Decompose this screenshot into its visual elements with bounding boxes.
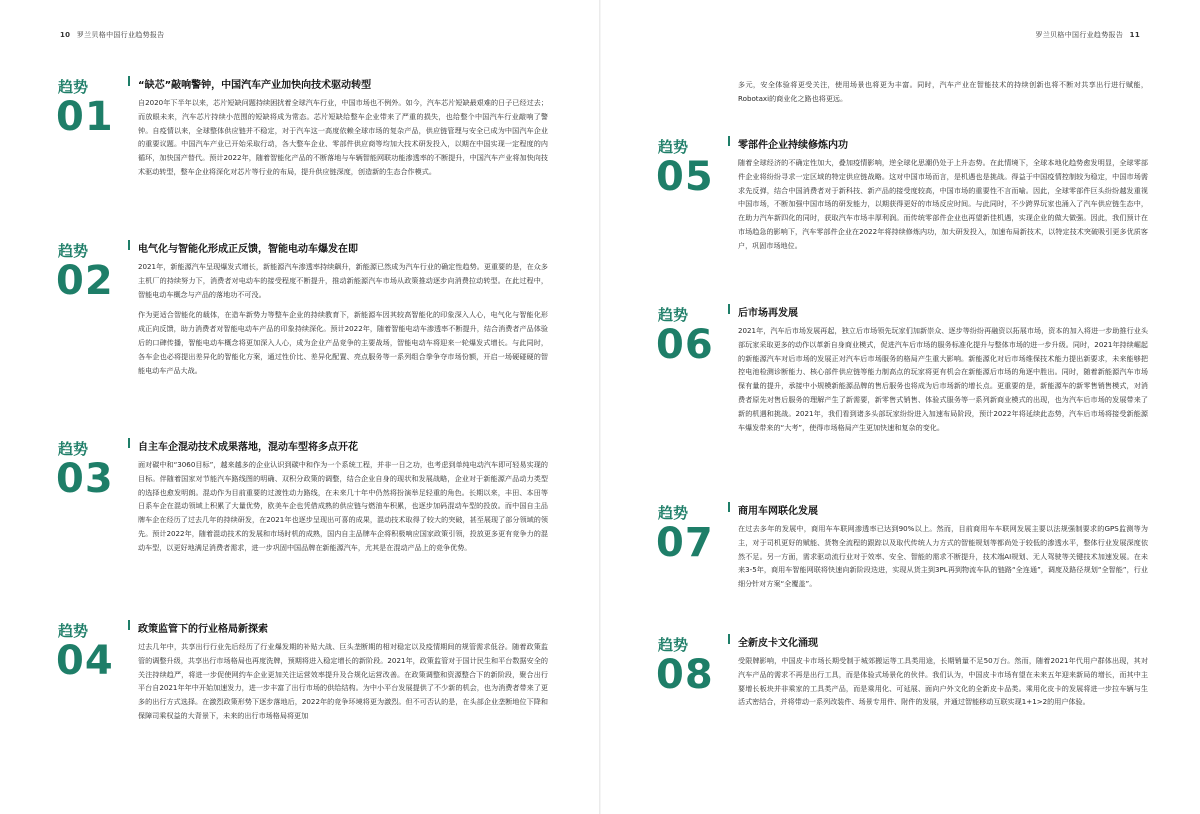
trend-title: 后市场再发展 (738, 308, 798, 319)
trend-body (138, 260, 548, 384)
trend-number: 05 (656, 154, 714, 200)
trend-body (138, 640, 548, 730)
trend-number: 07 (656, 520, 714, 566)
trend-tag: 趋势 (658, 306, 689, 324)
trend-tag: 趋势 (658, 636, 689, 654)
title-accent-bar (128, 240, 130, 250)
right-page-number: 11 (1129, 31, 1140, 39)
left-header-title: 罗兰贝格中国行业趋势报告 (76, 31, 165, 39)
trend-paragraph: 2021年，新能源汽车呈现爆发式增长，新能源汽车渗透率持续飙升，新能源已然成为汽车行业的确定性趋势。更重要的是，在众多主机厂的持续努力下，消费者对电动车的接受程度不断提升，推动新能源汽车市场从政策推动逐步向消费拉动转型。在此过程中，智能电动车概念与产品的落地功不可没。 (138, 262, 548, 299)
trend-title: 商用车网联化发展 (738, 506, 818, 517)
title-accent-bar (728, 502, 730, 512)
trend-body (738, 522, 1148, 598)
trend-tag: 趋势 (58, 78, 89, 96)
trend-tag: 趋势 (658, 504, 689, 522)
trend-paragraph: 面对碳中和“3060目标”，越来越多的企业认识到碳中和作为一个系统工程，并非一日之功，也考虑到单纯电动汽车即可轻易实现的目标。伴随着国家对节能汽车路线图的明确、双积分政策的调整，结合企业自身的现状和发展战略，企业对于新能源产品动力类型的选择也愈发明朗。混动作为目前重要的过渡性动力路线，在未来几十年中仍然将扮演举足轻重的角色。长期以来，丰田、本田等日系车企在混动领域上积累了大量优势，欧美车企也凭借成熟的供应链与燃油车积累，也逐步加码混动车型的投放。而中国自主品牌车企在经历了过去几年的持续研发，在2021年也逐步呈现出可喜的成果，混动技术取得了较大的突破，甚至展现了部分领域的领先。预计2022年，随着混动技术的发展和市场时机的成熟，国内自主品牌车企将积极响应国家政策引领，投放更多更有竞争力的混动车型，以更好地满足消费者需求，进一步巩固中国品牌在新能源汽车，尤其是在混动产品上的竞争优势。 (138, 460, 548, 552)
trend-tag: 趋势 (58, 440, 89, 458)
trend-paragraph: 作为更适合智能化的载体，在造车新势力等整车企业的持续教育下，新能源车因其较高智能化的印象深入人心，电气化与智能化形成正向反馈，助力消费者对智能电动车产品的印象持续深化。预计2022年，随着智能电动车渗透率不断提升，结合消费者产品体验后的口碑传播，智能电动车概念将更加深入人心，成为企业产品竞争的主要战场，智能电动车将迎来一轮爆发式增长。与此同时，各车企也必将提出差异化的智能化方案，通过性价比、差异化配置、亮点服务等一系列组合拳争夺市场份额，开启一场硬碰硬的智能电动车产品大战。 (138, 310, 548, 375)
trend-number: 04 (56, 638, 114, 684)
trend-title: 自主车企混动技术成果落地，混动车型将多点开花 (138, 442, 358, 453)
trend-tag: 趋势 (58, 242, 89, 260)
trend-paragraph: 自2020年下半年以来，芯片短缺问题持续困扰着全球汽车行业，中国市场也不例外。如今，汽车芯片短缺最艰难的日子已经过去；而放眼未来，汽车芯片持续小范围的短缺将成为常态。芯片短缺给整车企业带来了严重的损失，也给整个中国汽车行业敲响了警钟。自疫情以来，全球整体供应链并不稳定，对于汽车这一高度依赖全球市场的复杂产品，供应链管理与安全已成为中国汽车企业的重要议题。中国汽车产业已开始采取行动，各大整车企业、零部件供应商等均加大技术研发投入，以期在中国实现一定程度的内循环，加快国产替代。预计2022年，随着智能化产品的不断落地与车辆智能网联功能渗透率的不断提升，中国汽车产业将加快向技术驱动转型，整车企业将深化对芯片等行业的布局，提升供应链深度，创造新的生态合作模式。 (138, 98, 548, 176)
trend-paragraph: 2021年，汽车后市场发展再起，独立后市场领先玩家们加新崇众、逐步等纷纷再融资以拓展市场，资本的加入将进一步助推行业头部玩家采取更多的动作以革新自身商业模式，促进汽车后市场的服务标准化提升与整体市场的进一步升级。同时，2021年持续崛起的新能源汽车对后市场的发展正对汽车后市场服务的格局产生重大影响。新能源化对后市场维保技术能力提出新要求，未来能够把控电池检测诊断能力、核心部件供应链等能力制高点的玩家将更有机会在新能源后市场的角逐中胜出。同时，随着新能源汽车市场保有量的提升，承接中小规模新能源品牌的售后服务也将成为后市场新的增长点。更重要的是，新能源车的新零售销售模式，对消费者原先对售后服务的理解产生了新需要，新零售式销售、体验式服务等一系列新商业模式的出现，也为汽车后市场的发展带来了新的机遇和挑战。2021年，我们看到诸多头部玩家纷纷进入加速布局阶段，预计2022年将延续此态势，汽车后市场将接受新能源车爆发带来的“大考”，使得市场格局产生更加快速和复杂的变化。 (738, 326, 1148, 432)
title-accent-bar (728, 136, 730, 146)
trend-body (138, 96, 548, 186)
trend-body (738, 654, 1148, 716)
trend-number: 06 (656, 322, 714, 368)
trend-number: 08 (656, 652, 714, 698)
trend-paragraph: 在过去多年的发展中，商用车车联网渗透率已达到90%以上。然而，目前商用车车联网发展主要以法规强制要求的GPS监测等为主，对于司机更好的赋能、货物全流程的跟踪以及取代传统人力方式的智能规划等都尚处于较低的渗透水平，整体行业发展深度依然不足。另一方面，需求驱动流行业对于效率、安全、智能的需求不断提升，技术端AI规划、无人驾驶等关键技术加速发展。在未来3-5年，商用车智能网联将快速向新阶段迭进，实现从货主到3PL再到物流车队的链路“全连通”，调度及路径规划“全智能”，行业细分针对方案“全覆盖”。 (738, 524, 1148, 589)
title-accent-bar (728, 634, 730, 644)
trend-title: “缺芯”敲响警钟，中国汽车产业加快向技术驱动转型 (138, 80, 372, 91)
title-accent-bar (128, 620, 130, 630)
trend-paragraph: 随着全球经济的不确定性加大，叠加疫情影响，逆全球化思潮仍处于上升态势。在此情境下，全球本地化趋势愈发明显，全球零部件企业将纷纷寻求一定区域的特定供应链战略。这对中国市场而言，是机遇也是挑战。得益于中国疫情控制较为稳定，中国市场需求先反弹，结合中国消费者对于新科技、新产品的接受度较高，中国市场的重要性不言而喻。因此，全球零部件巨头纷纷越发重视中国市场，不断加强中国市场的研发能力，以期获得更好的市场反应时间。与此同时，不少跨界玩家也涌入了汽车供应链生态中，在助力汽车新四化的同时，获取汽车市场丰厚利润。而传统零部件企业也再望新佳机遇，实现企业的做大做强。因此，我们预计在市场趋急的影响下，汽车零部件企业在2022年将持续修炼内功，加大研发投入，加速布局新技术，以特定技术突破吸引更多优质客户，巩固市场地位。 (738, 158, 1148, 250)
trend-title: 政策监管下的行业格局新探索 (138, 624, 268, 635)
trend-body (738, 324, 1148, 441)
title-accent-bar (728, 304, 730, 314)
trend-body (138, 458, 548, 562)
trend-paragraph: 受限牌影响，中国皮卡市场长期受制于城郊搬运等工具类用途，长期销量不足50万台。然而，随着2021年代用户群体出现，其对汽车产品的需求不再是出行工具，而是体验式场景化的伙伴。我们认为，中国皮卡市场有望在未来五年迎来新局的增长，而其中主要增长板块并非乘家的工具类产品，而是乘用化、可延展、面向户外文化的全新皮卡品类。乘用化皮卡的发展将进一步拉车辆与生活式密结合，并将带动一系列改装件、场景专用件、附件的发展，并通过智能移动互联实现1+1>2的用户体验。 (738, 656, 1148, 707)
title-accent-bar (128, 438, 130, 448)
left-page-number: 10 (60, 31, 71, 39)
trend-title: 零部件企业持续修炼内功 (738, 140, 848, 151)
continued-paragraph: 多元，安全体验将更受关注，使用场景也将更为丰富。同时，汽车产业在智能技术的持续创新也将不断对共享出行进行赋能，Robotaxi的商业化之路也将更远。 (738, 80, 1148, 103)
trend-tag: 趋势 (58, 622, 89, 640)
trend-body (738, 156, 1148, 260)
right-running-header (1036, 30, 1144, 40)
trend-title: 电气化与智能化形成正反馈，智能电动车爆发在即 (138, 244, 358, 255)
trend-number: 01 (56, 94, 114, 140)
trend-paragraph: 过去几年中，共享出行行业先后经历了行业爆发期的补贴大战、巨头垄断期的相对稳定以及疫情期间的规管需求低谷。随着政策监管的调整升级，共享出行市场格局也再度洗牌，预期将进入稳定增长的新阶段。2021年，政策监管对于国计民生和平台数据安全的关注持续趋严，将进一步促使网约车企业更加关注运营效率提升及合规化运营改善。在政策调整和资源整合下的新阶段，聚合出行平台自2021年年中开始加速发力，进一步丰富了出行市场的供给结构。为中小平台发展提供了不少新的机会，也为消费者带来了更多的出行方式选择。在激烈政策形势下逐步落地后，2022年的竞争环境将更为激烈。但不可否认的是，在头部企业垄断地位下降和保障司乘权益的大背景下，未来的出行市场格局将更加 (138, 642, 548, 720)
right-header-title: 罗兰贝格中国行业趋势报告 (1035, 31, 1124, 39)
trend-tag: 趋势 (658, 138, 689, 156)
trend-title: 全新皮卡文化涌现 (738, 638, 818, 649)
left-running-header (56, 30, 164, 40)
trend-number: 03 (56, 456, 114, 502)
trend-number: 02 (56, 258, 114, 304)
title-accent-bar (128, 76, 130, 86)
